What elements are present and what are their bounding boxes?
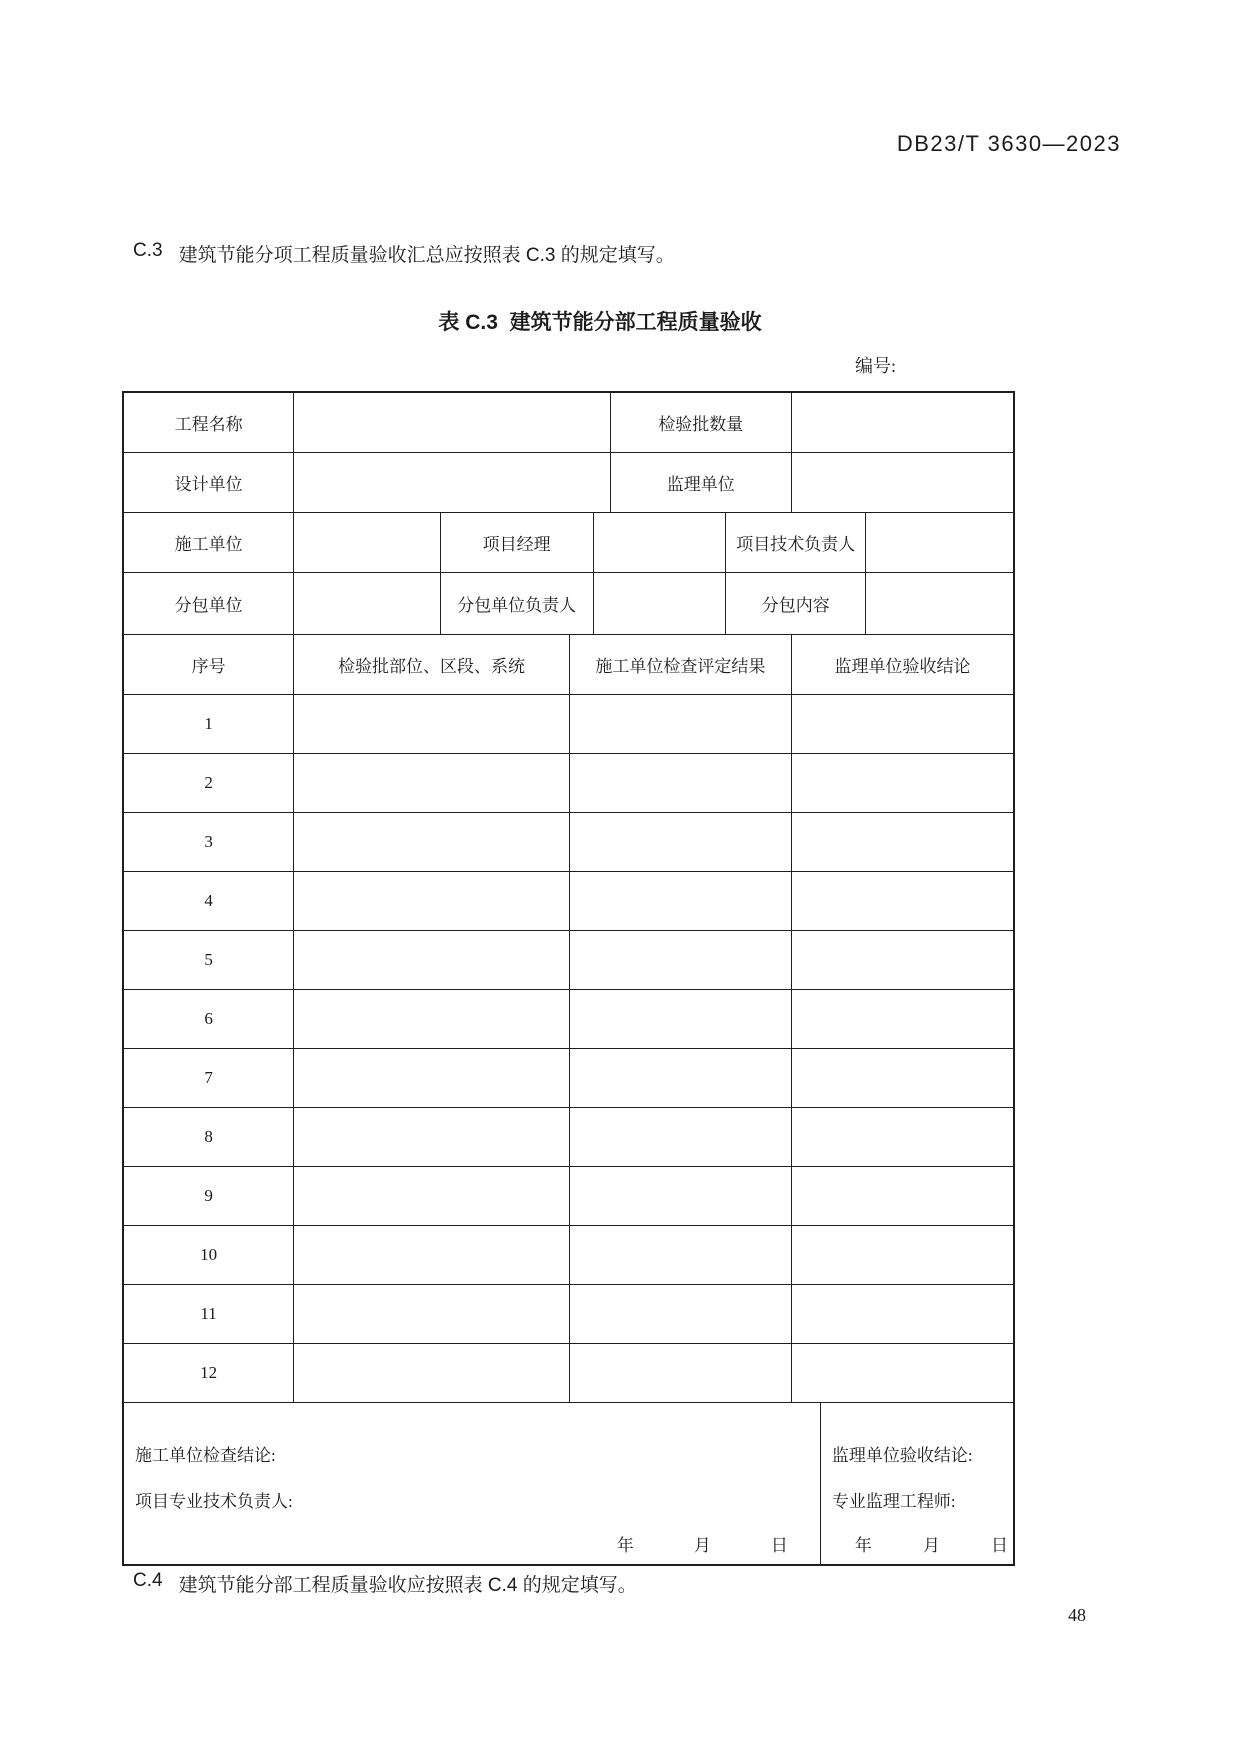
supervision-conclusion-label: 监理单位验收结论: <box>831 1446 973 1465</box>
construction-unit-label: 施工单位 <box>174 535 243 554</box>
batch-count-label: 检验批数量 <box>610 393 791 452</box>
check-result-cell <box>569 1049 791 1107</box>
subcontract-unit-label: 分包单位 <box>174 596 243 615</box>
table-row <box>124 989 1013 1048</box>
project-name-value <box>293 393 610 452</box>
check-result-cell <box>569 1344 791 1402</box>
design-unit-value <box>293 453 610 512</box>
project-manager-label: 项目经理 <box>440 513 593 572</box>
clause-text: 建筑节能分部工程质量验收应按照表 C.4 的规定填写。 <box>178 1575 637 1596</box>
column-header-row <box>124 634 1013 694</box>
clause-c3 <box>133 240 675 267</box>
acceptance-cell <box>791 1344 1013 1402</box>
serial-cell: 8 <box>204 1127 213 1146</box>
table-row <box>124 694 1013 753</box>
serial-cell: 5 <box>204 950 213 969</box>
signature-row <box>124 1402 1013 1564</box>
table-row <box>124 1343 1013 1402</box>
col-header-check-result: 施工单位检查评定结果 <box>569 635 791 694</box>
standard-code: DB23/T 3630—2023 <box>896 131 1121 156</box>
acceptance-cell <box>791 931 1013 989</box>
check-result-cell <box>569 1167 791 1225</box>
acceptance-cell <box>791 695 1013 753</box>
serial-cell: 3 <box>204 832 213 851</box>
tech-director-value <box>865 513 1013 572</box>
location-cell <box>293 931 569 989</box>
table-title: 表 C.3 建筑节能分部工程质量验收 <box>438 311 762 334</box>
acceptance-form-table <box>122 391 1015 1566</box>
date-month-label: 月 <box>922 1536 940 1555</box>
tech-director-signature-label: 项目专业技术负责人: <box>135 1492 293 1511</box>
supervision-unit-label: 监理单位 <box>610 453 791 512</box>
date-month-label: 月 <box>693 1536 711 1555</box>
col-header-serial: 序号 <box>191 657 226 676</box>
info-row-design <box>124 452 1013 512</box>
location-cell <box>293 1167 569 1225</box>
subcontract-content-value <box>865 573 1013 634</box>
serial-cell: 1 <box>204 714 213 733</box>
acceptance-cell <box>791 990 1013 1048</box>
check-result-cell <box>569 695 791 753</box>
construction-unit-value <box>293 513 439 572</box>
acceptance-cell <box>791 1226 1013 1284</box>
serial-cell: 6 <box>204 1009 213 1028</box>
table-row <box>124 871 1013 930</box>
date-line <box>821 1531 1013 1556</box>
supervision-unit-value <box>791 453 1013 512</box>
info-row-subcontract <box>124 572 1013 634</box>
design-unit-label: 设计单位 <box>174 475 243 494</box>
serial-cell: 7 <box>204 1068 213 1087</box>
location-cell <box>293 990 569 1048</box>
supervision-engineer-label: 专业监理工程师: <box>831 1492 956 1511</box>
col-header-acceptance: 监理单位验收结论 <box>791 635 1013 694</box>
acceptance-cell <box>791 813 1013 871</box>
location-cell <box>293 1108 569 1166</box>
check-result-cell <box>569 1108 791 1166</box>
serial-cell: 2 <box>204 773 213 792</box>
check-result-cell <box>569 1226 791 1284</box>
tech-director-label: 项目技术负责人 <box>725 513 865 572</box>
info-row-project <box>124 393 1013 452</box>
table-row <box>124 1107 1013 1166</box>
check-result-cell <box>569 813 791 871</box>
table-row <box>124 1225 1013 1284</box>
page-number: 48 <box>1068 1605 1086 1625</box>
table-row <box>124 812 1013 871</box>
serial-cell: 9 <box>204 1186 213 1205</box>
table-row <box>124 1166 1013 1225</box>
check-result-cell <box>569 754 791 812</box>
location-cell <box>293 695 569 753</box>
subcontract-leader-value <box>593 573 725 634</box>
acceptance-cell <box>791 1167 1013 1225</box>
serial-cell: 12 <box>200 1363 218 1382</box>
location-cell <box>293 1285 569 1343</box>
check-result-cell <box>569 872 791 930</box>
location-cell <box>293 1226 569 1284</box>
acceptance-cell <box>791 1108 1013 1166</box>
form-number-label: 编号: <box>855 356 897 376</box>
project-manager-value <box>593 513 725 572</box>
check-result-cell <box>569 1285 791 1343</box>
serial-cell: 11 <box>200 1304 217 1323</box>
serial-cell: 4 <box>204 891 213 910</box>
clause-c4 <box>133 1570 637 1597</box>
check-result-cell <box>569 990 791 1048</box>
subcontract-content-label: 分包内容 <box>725 573 865 634</box>
col-header-location: 检验批部位、区段、系统 <box>293 635 569 694</box>
check-result-cell <box>569 931 791 989</box>
subcontract-leader-label: 分包单位负责人 <box>440 573 593 634</box>
construction-conclusion-label: 施工单位检查结论: <box>135 1446 276 1465</box>
clause-number: C.4 <box>133 1570 163 1591</box>
location-cell <box>293 872 569 930</box>
acceptance-cell <box>791 872 1013 930</box>
date-year-label: 年 <box>616 1536 634 1555</box>
date-day-label: 日 <box>991 1536 1008 1555</box>
acceptance-cell <box>791 754 1013 812</box>
clause-text: 建筑节能分项工程质量验收汇总应按照表 C.3 的规定填写。 <box>178 245 675 266</box>
table-row <box>124 930 1013 989</box>
footer-right-cell <box>820 1403 1013 1564</box>
location-cell <box>293 813 569 871</box>
subcontract-unit-value <box>293 573 439 634</box>
table-row <box>124 1284 1013 1343</box>
date-line <box>124 1531 820 1556</box>
clause-number: C.3 <box>133 240 163 261</box>
acceptance-cell <box>791 1049 1013 1107</box>
footer-left-cell <box>124 1403 820 1564</box>
location-cell <box>293 1344 569 1402</box>
info-row-construction <box>124 512 1013 572</box>
table-row <box>124 753 1013 812</box>
serial-cell: 10 <box>200 1245 218 1264</box>
date-year-label: 年 <box>854 1536 872 1555</box>
table-row <box>124 1048 1013 1107</box>
project-name-label: 工程名称 <box>174 415 243 434</box>
location-cell <box>293 754 569 812</box>
location-cell <box>293 1049 569 1107</box>
batch-count-value <box>791 393 1013 452</box>
date-day-label: 日 <box>770 1536 788 1555</box>
acceptance-cell <box>791 1285 1013 1343</box>
